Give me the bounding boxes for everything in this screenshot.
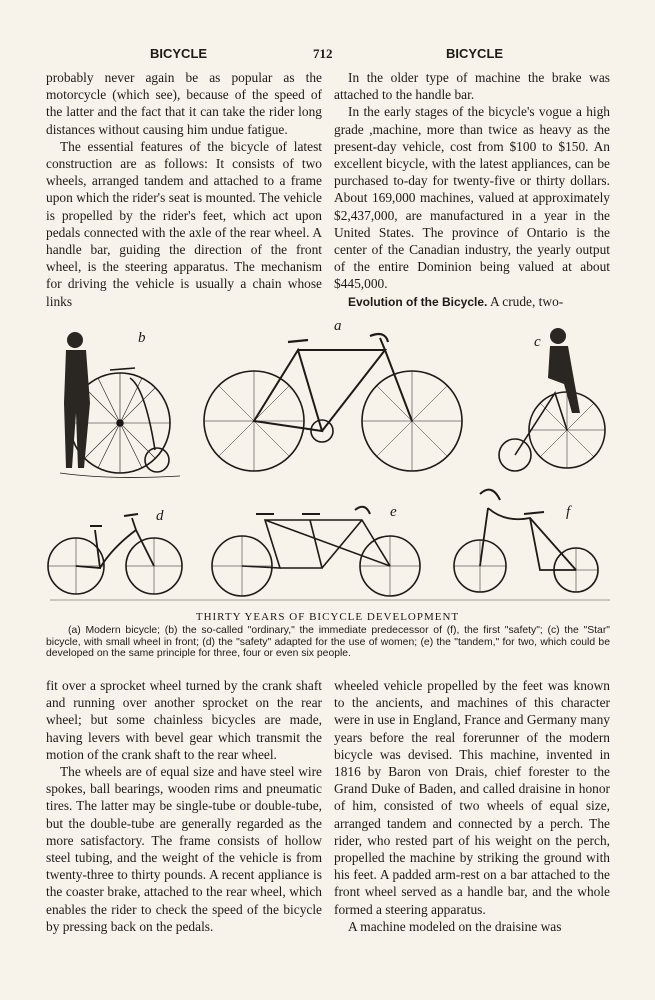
left-column-bottom — [46, 677, 322, 935]
paragraph: The essential features of the bicycle of latest construction are as follows: It consists of two wheels, arranged tandem and attached to a frame upon which the rider's seat is mounted. The vehicle is propelled by the rider's feet, which act upon pedals connected with the axle of the rear wheel. A handle bar, guiding the direction of the front wheel, is the steering apparatus. The mechanism for driving the vehicle is usually a chain whose links — [46, 138, 322, 309]
figure-label-e: e — [390, 504, 397, 520]
figure-label-a: a — [334, 318, 342, 334]
bicycle-illustration — [40, 318, 620, 608]
left-column-top — [46, 69, 322, 310]
paragraph — [334, 293, 610, 311]
figure-caption-text: (a) Modern bicycle; (b) the so-called "ordinary," the immediate predecessor of (f), the first "safety"; (c) the "Star" bicycle, with small wheel in front; (d) the "safety" adapted for the use of women; (e) the "tandem," for two, which could be developed on the same principle for three, four or even six people. — [46, 625, 610, 659]
tandem-bicycle-drawing — [212, 507, 420, 596]
paragraph: In the older type of machine the brake was attached to the handle bar. — [334, 70, 610, 103]
section-text: A crude, two- — [489, 293, 564, 309]
figure-label-b: b — [138, 330, 146, 346]
modern-bicycle-drawing — [204, 334, 462, 471]
page-number: 712 — [313, 46, 333, 61]
running-header — [0, 46, 655, 64]
paragraph: The wheels are of equal size and have steel wire spokes, ball bearings, wooden rims and pneumatic tires. The latter may be single-tube or double-tube, but the double-tube are generally regarded as the more satisfactory. The frame consists of hollow steel tubing, and the weight of the vehicle is from twenty-three to thirty pounds. A recent appliance is the coaster brake, attached to the rear wheel, which enables the rider to check the speed of the bicycle by pressing back on the pedals. — [46, 764, 322, 934]
figure-caption — [46, 625, 610, 660]
ladies-safety-bicycle-drawing — [48, 514, 182, 594]
figure-label-c: c — [534, 334, 541, 350]
right-column-bottom — [334, 677, 610, 935]
header-right-title: BICYCLE — [446, 46, 504, 61]
paragraph: wheeled vehicle propelled by the feet was known to the ancients, and machines of this character were in use in England, France and Germany many years before the real forerunner of the modern bicycle was devised. This machine, invented in 1816 by Baron von Drais, chief forester to the Grand Duke of Baden, and called draisine in honor of him, consisted of two wheels of equal size, arranged tandem and connected by a perch. The rider, who rested part of his weight on the perch, propelled the machine by striking the ground with his feet. A padded arm-rest on a bar attached to the front wheel served as a handle bar, and the whole formed a steering apparatus. — [334, 678, 610, 917]
paragraph: fit over a sprocket wheel turned by the crank shaft and running over another sprocket on the rear wheel; but some chainless bicycles are made, having levers with bevel gear which transmit the motion of the crank shaft to the rear wheel. — [46, 678, 322, 762]
first-safety-bicycle-drawing — [454, 490, 598, 592]
paragraph: probably never again be as popular as the motorcycle (which see), because of the speed of the latter and the fact that it can take the rider long distances without causing him undue fatigue. — [46, 70, 322, 137]
section-heading: Evolution of the Bicycle. — [348, 294, 488, 309]
paragraph: In the early stages of the bicycle's vogue a high grade ,machine, more than twice as heavy as the present-day vehicle, cost from $100 to $150. An excellent bicycle, with the latest appliances, can be purchased to-day for twenty-five or thirty dollars. About 169,000 machines, valued at approximately $2,437,000, are manufactured in a year in the United States. The province of Ontario is the center of the Canadian industry, the yearly output of the entire Dominion being valued at about $445,000. — [334, 104, 610, 292]
header-left-title: BICYCLE — [150, 46, 208, 61]
figure-title: THIRTY YEARS OF BICYCLE DEVELOPMENT — [195, 611, 460, 623]
star-bicycle-drawing — [499, 392, 605, 471]
star-rider-drawing — [548, 328, 580, 413]
right-column-top — [334, 69, 610, 311]
figure-label-f: f — [566, 504, 571, 520]
figure-label-d: d — [156, 508, 164, 524]
bicycle-drawings — [40, 318, 620, 608]
paragraph: A machine modeled on the draisine was — [348, 918, 562, 934]
